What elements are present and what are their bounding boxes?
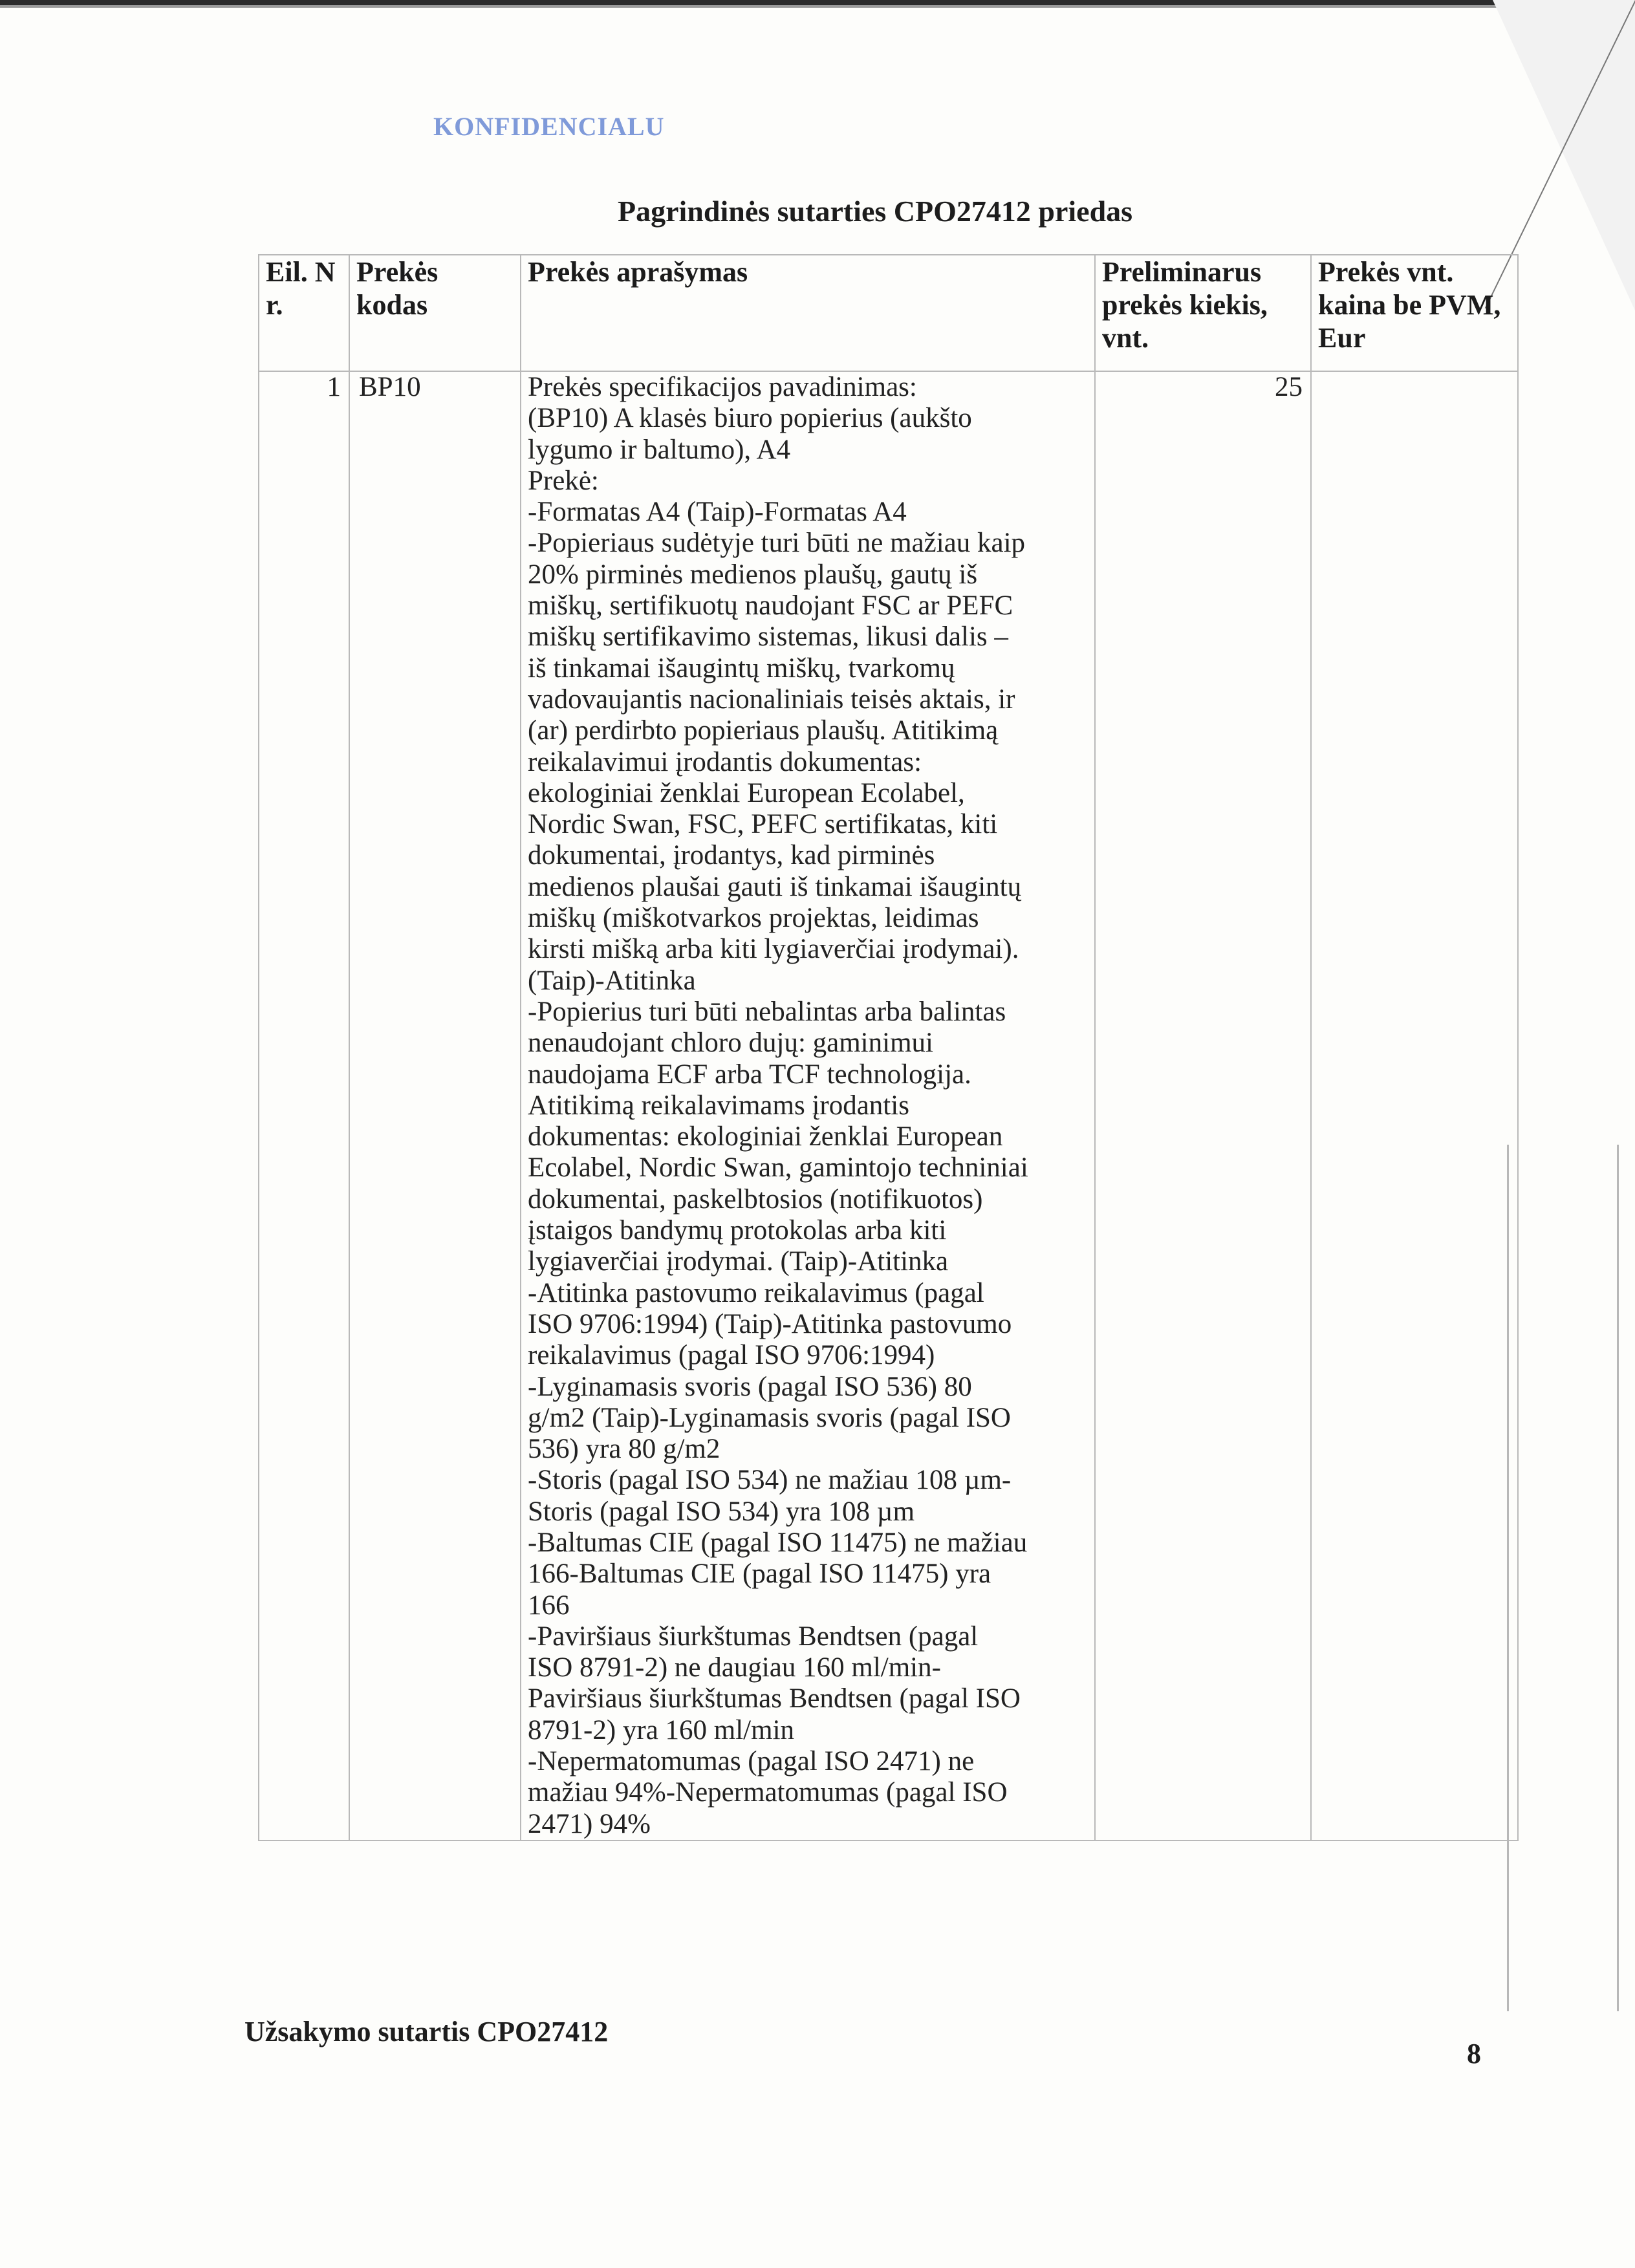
description-line: medienos plaušai gauti iš tinkamai išaugintų (528, 871, 1022, 902)
description-line: įstaigos bandymų protokolas arba kiti (528, 1215, 947, 1246)
row-number: 1 (259, 371, 349, 1841)
description-line: -Baltumas CIE (pagal ISO 11475) ne mažiau (528, 1527, 1028, 1558)
description-line: -Popierius turi būti nebalintas arba balintas (528, 996, 1006, 1027)
description-line: miškų sertifikavimo sistemas, likusi dalis – (528, 621, 1008, 653)
description-line: dokumentas: ekologiniai ženklai European (528, 1121, 1003, 1152)
page-number: 8 (1467, 2038, 1481, 2069)
description-line: -Nepermatomumas (pagal ISO 2471) ne (528, 1746, 975, 1777)
description-line: 536) yra 80 g/m2 (528, 1434, 720, 1465)
margin-line (1617, 1145, 1619, 2011)
description-line: dokumentai, įrodantys, kad pirminės (528, 840, 935, 871)
description-line: lygiaverčiai įrodymai. (Taip)-Atitinka (528, 1246, 949, 1277)
description-line: mažiau 94%-Nepermatomumas (pagal ISO (528, 1777, 1008, 1808)
description-line: vadovaujantis nacionaliniais teisės aktais, ir (528, 684, 1015, 715)
description-line: dokumentai, paskelbtosios (notifikuotos) (528, 1183, 983, 1215)
description-line: -Storis (pagal ISO 534) ne mažiau 108 µm- (528, 1465, 1012, 1496)
description-line: 2471) 94% (528, 1808, 651, 1839)
description-line: 166-Baltumas CIE (pagal ISO 11475) yra (528, 1559, 991, 1590)
description-line: Storis (pagal ISO 534) yra 108 µm (528, 1496, 915, 1527)
description-line: Prekės specifikacijos pavadinimas: (528, 372, 917, 402)
page-title: Pagrindinės sutarties CPO27412 priedas (618, 195, 1133, 228)
description-line: -Popieriaus sudėtyje turi būti ne mažiau kaip (528, 528, 1026, 559)
specification-table (258, 254, 1519, 1841)
scan-edge (0, 0, 1635, 17)
description-line: lygumo ir baltumo), A4 (528, 434, 791, 465)
unit-price (1311, 371, 1518, 1841)
description-line: naudojama ECF arba TCF technologija. (528, 1059, 971, 1090)
description-line: (ar) perdirbto popieriaus plaušų. Atitikimą (528, 715, 999, 746)
description-line: -Formatas A4 (Taip)-Formatas A4 (528, 497, 907, 528)
col-header-quantity: Preliminarus prekės kiekis, vnt. (1095, 255, 1311, 371)
description-line: 166 (528, 1590, 570, 1621)
product-description (521, 371, 1095, 1841)
col-header-description: Prekės aprašymas (521, 255, 1095, 371)
description-line: (Taip)-Atitinka (528, 965, 696, 996)
description-line: -Lyginamasis svoris (pagal ISO 536) 80 (528, 1371, 972, 1402)
description-line: Nordic Swan, FSC, PEFC sertifikatas, kiti (528, 809, 998, 840)
description-line: kirsti mišką arba kiti lygiaverčiai įrodymai). (528, 934, 1019, 965)
description-line: Ecolabel, Nordic Swan, gamintojo techniniai (528, 1152, 1028, 1183)
description-line: (BP10) A klasės biuro popierius (aukšto (528, 403, 972, 434)
confidential-mark: KONFIDENCIALU (433, 112, 665, 141)
description-line: Atitikimą reikalavimams įrodantis (528, 1090, 909, 1121)
footer-contract: Užsakymo sutartis CPO27412 (244, 2016, 609, 2047)
description-line: 8791-2) yra 160 ml/min (528, 1714, 795, 1745)
table-row (259, 371, 1518, 1841)
col-header-unit-price: Prekės vnt. kaina be PVM, Eur (1311, 255, 1518, 371)
description-line: -Paviršiaus šiurkštumas Bendtsen (pagal (528, 1621, 979, 1652)
description-line: -Atitinka pastovumo reikalavimus (pagal (528, 1277, 984, 1308)
description-line: ekologiniai ženklai European Ecolabel, (528, 777, 965, 808)
product-code: BP10 (349, 371, 521, 1841)
description-line: ISO 8791-2) ne daugiau 160 ml/min- (528, 1652, 941, 1683)
description-line: ISO 9706:1994) (Taip)-Atitinka pastovumo (528, 1308, 1012, 1339)
col-header-no: Eil. N r. (259, 255, 349, 371)
description-line: reikalavimui įrodantis dokumentas: (528, 746, 922, 777)
col-header-code: Prekės kodas (349, 255, 521, 371)
description-line: Prekė: (528, 465, 599, 496)
description-line: iš tinkamai išaugintų miškų, tvarkomų (528, 653, 955, 684)
description-line: 20% pirminės medienos plaušų, gautų iš (528, 559, 978, 590)
description-line: reikalavimus (pagal ISO 9706:1994) (528, 1340, 935, 1371)
quantity: 25 (1095, 371, 1311, 1841)
description-line: nenaudojant chloro dujų: gaminimui (528, 1028, 933, 1059)
margin-line (1507, 1145, 1509, 2011)
description-line: g/m2 (Taip)-Lyginamasis svoris (pagal ISO (528, 1402, 1011, 1433)
description-line: miškų (miškotvarkos projektas, leidimas (528, 903, 979, 934)
description-line: Paviršiaus šiurkštumas Bendtsen (pagal ISO (528, 1683, 1021, 1714)
description-lines (528, 372, 1089, 1840)
description-line: miškų, sertifikuotų naudojant FSC ar PEFC (528, 590, 1013, 621)
table-header-row (259, 255, 1518, 371)
